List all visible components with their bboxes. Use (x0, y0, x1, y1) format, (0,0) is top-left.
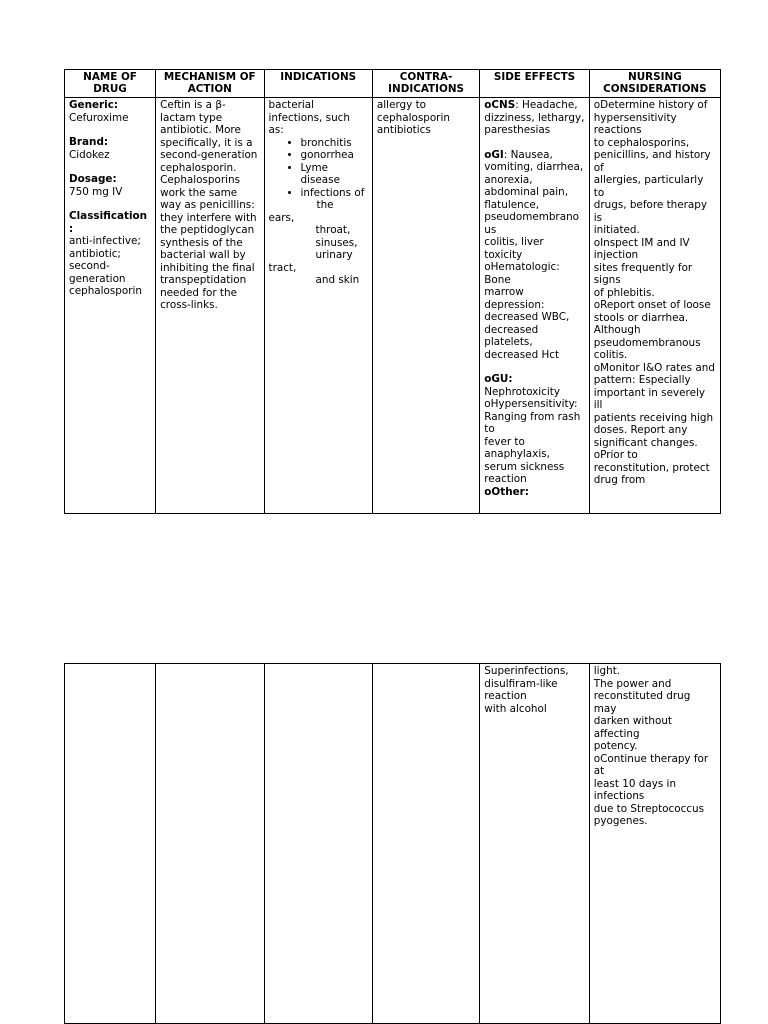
cns-label: oCNS (484, 99, 516, 111)
gu-text: Nephrotoxicity oHypersensitivity: Ranging from rash to fever to anaphylaxis, serum sickness reaction (484, 385, 581, 485)
header-name-of-drug: NAME OF DRUG (65, 70, 156, 98)
gi-label: oGI (484, 148, 504, 161)
table-row (65, 98, 721, 514)
side-effects-cell (480, 98, 590, 514)
classification-value: anti-infective; antibiotic; second-generation cephalosporin (69, 235, 143, 297)
indications-skin: and skin (315, 274, 360, 286)
cns-text: : Headache, dizziness, lethargy, paresthesias (484, 99, 585, 136)
indications-cell (264, 98, 372, 514)
brand-label: Brand: (69, 136, 109, 148)
header-contraindications: CONTRA-INDICATIONS (372, 70, 479, 98)
nursing-cell-continued (589, 664, 720, 1024)
header-side-effects: SIDE EFFECTS (480, 70, 590, 98)
side-effects-continued-text: Superinfections, disulfiram-like reaction with alcohol (484, 665, 569, 715)
side-effects-cell-continued (480, 664, 590, 1024)
name-of-drug-cell-continued (65, 664, 156, 1024)
dosage-value: 750 mg IV (69, 185, 123, 198)
header-row (65, 70, 721, 98)
generic-label: Generic: (69, 99, 119, 111)
drug-table-page-1 (64, 69, 721, 514)
nursing-cell (589, 98, 720, 514)
nursing-text-part-1: oDetermine history of hypersensitivity reactions to cephalosporins, penicillins, and history of allergies, particularly to drugs, before therapy is initiated. oInspect IM and IV injection sites frequently for signs of phlebitis. oReport onset of loose stools or diarrhea. Although pseudomembranous colitis. oMonitor I&O rates and pattern: Especially important in severely ill patients receiving high doses. Report any significant changes. oPrior to reconstitution, protect drug from (593, 99, 715, 486)
drug-table-page-2 (64, 663, 721, 1024)
mechanism-text: Ceftin is a β-lactam type antibiotic. More specifically, it is a second-generation cephalosporin. Cephalosporins work the same way as penicillins: they interfere with the peptidoglycan synthesis of the bacterial wall by inhibiting the final transpeptidation needed for the cross-links. (160, 99, 258, 311)
contraindications-cell-continued (372, 664, 479, 1024)
header-mechanism: MECHANISM OF ACTION (156, 70, 264, 98)
list-item: • infections of (301, 187, 368, 200)
brand-name: Cidokez (69, 148, 110, 161)
contraindications-text: allergy to cephalosporin antibiotics (376, 99, 450, 136)
gu-label: oGU: (484, 373, 513, 385)
indications-tract: tract, (268, 261, 297, 274)
other-label: oOther: (484, 485, 529, 498)
list-item: • bronchitis (301, 137, 368, 150)
mechanism-cell-continued (156, 664, 264, 1024)
side-effects-cns (484, 99, 585, 137)
indications-intro: bacterial infections, such as: (268, 99, 350, 136)
indications-throat: throat, sinuses, urinary (315, 224, 358, 261)
side-effects-gi (484, 149, 585, 362)
classification-label: Classification : (69, 210, 148, 235)
name-of-drug-cell (65, 98, 156, 514)
table-row (65, 664, 721, 1024)
dosage-label: Dosage: (69, 173, 117, 185)
gi-text: : Nausea, vomiting, diarrhea, anorexia, abdominal pain, flatulence, pseudomembrano us colitis, liver toxicity oHematologic: Bone marrow depression: decreased WBC, decreased platelets, decreased Hct (484, 148, 584, 361)
indications-cell-continued (264, 664, 372, 1024)
contraindications-cell (372, 98, 479, 514)
generic-name: Cefuroxime (69, 111, 129, 124)
nursing-text-part-2: light. The power and reconstituted drug may darken without affecting potency. oContinue therapy for at least 10 days in infections due to Streptococcus pyogenes. (593, 665, 709, 827)
header-nursing-considerations: NURSING CONSIDERATIONS (589, 70, 720, 98)
indications-the: the (316, 199, 334, 211)
mechanism-cell (156, 98, 264, 514)
indications-ears: ears, (268, 211, 295, 224)
list-item: • gonorrhea (301, 149, 368, 162)
indications-list (269, 137, 368, 200)
header-indications: INDICATIONS (264, 70, 372, 98)
list-item: • Lyme disease (301, 162, 368, 187)
